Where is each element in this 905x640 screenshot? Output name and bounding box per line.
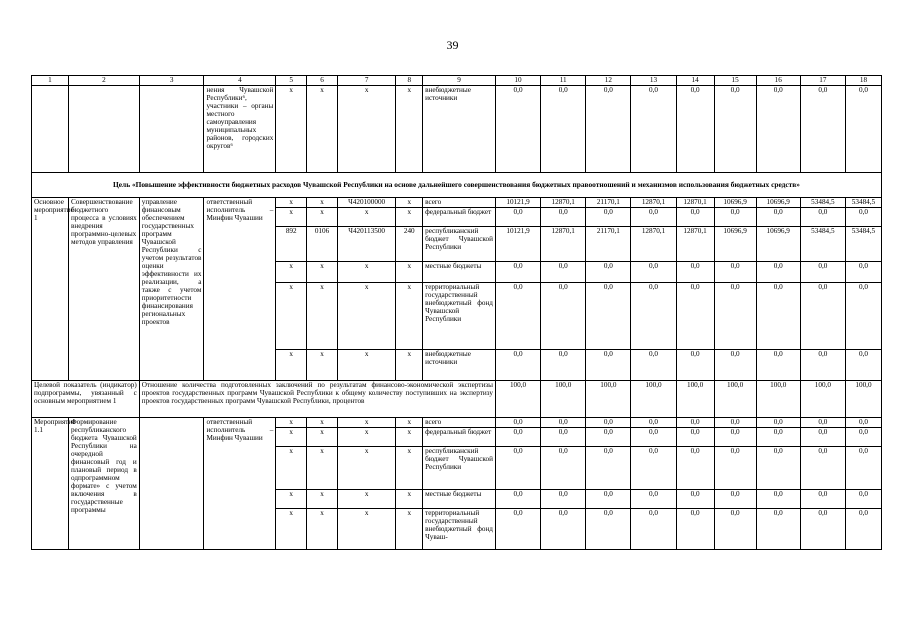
value-cell: 0,0 bbox=[541, 428, 586, 447]
code-cell: x bbox=[396, 262, 423, 283]
indicator-label: Целевой показатель (индикатор) подпрограммы, увязанный с основным мероприятием 1 bbox=[32, 381, 140, 418]
value-cell: 0,0 bbox=[541, 490, 586, 509]
code-cell: x bbox=[276, 208, 307, 227]
event-label: Мероприятие 1.1 bbox=[32, 418, 69, 550]
event-name: Совершенствование бюджетного процесса в условиях внедрения программно-целевых методов управления bbox=[68, 198, 139, 381]
value-cell: 0,0 bbox=[495, 262, 540, 283]
value-cell: 0,0 bbox=[586, 262, 631, 283]
value-cell: 0,0 bbox=[631, 418, 676, 428]
table-row bbox=[32, 418, 882, 428]
value-cell: 100,0 bbox=[800, 381, 845, 418]
value-cell: 0,0 bbox=[631, 350, 676, 381]
value-cell: 0,0 bbox=[756, 208, 800, 227]
value-cell: 0,0 bbox=[714, 262, 756, 283]
event-label: Основное мероприятие 1 bbox=[32, 198, 69, 381]
value-cell: 0,0 bbox=[676, 350, 714, 381]
value-cell: 21170,1 bbox=[586, 227, 631, 262]
value-cell: 0,0 bbox=[541, 262, 586, 283]
value-cell: 0,0 bbox=[676, 428, 714, 447]
value-cell: 10121,9 bbox=[495, 198, 540, 208]
value-cell: 0,0 bbox=[495, 428, 540, 447]
value-cell: 10696,9 bbox=[714, 227, 756, 262]
value-cell: 10121,9 bbox=[495, 227, 540, 262]
value-cell: 0,0 bbox=[495, 418, 540, 428]
value-cell: 0,0 bbox=[800, 490, 845, 509]
column-number: 17 bbox=[800, 76, 845, 86]
value-cell: 0,0 bbox=[541, 283, 586, 350]
code-cell: x bbox=[276, 198, 307, 208]
code-cell: x bbox=[337, 509, 396, 550]
value-cell: 0,0 bbox=[631, 283, 676, 350]
value-cell: 0,0 bbox=[495, 283, 540, 350]
value-cell: 0,0 bbox=[586, 509, 631, 550]
funding-source: федеральный бюджет bbox=[423, 208, 496, 227]
value-cell: 0,0 bbox=[756, 447, 800, 490]
value-cell: 0,0 bbox=[495, 208, 540, 227]
value-cell: 100,0 bbox=[756, 381, 800, 418]
value-cell: 0,0 bbox=[800, 350, 845, 381]
event-executor: ответственный исполнитель – Минфин Чувашии bbox=[204, 418, 276, 550]
code-cell: x bbox=[337, 283, 396, 350]
goal-title: Цель «Повышение эффективности бюджетных расходов Чувашской Республики на основе дальнейшего совершенствования бюджетных правоотношений и механизмов использования бюджетных средств» bbox=[32, 173, 882, 198]
value-cell: 12870,1 bbox=[541, 227, 586, 262]
code-cell: x bbox=[276, 509, 307, 550]
event-task: управление финансовым обеспечением государственных программ Чувашской Республики с учетом результатов оценки эффективности их реализации, а также с учетом приоритетности финансирования региональных проектов bbox=[139, 198, 204, 381]
column-number: 6 bbox=[307, 76, 338, 86]
column-number: 1 bbox=[32, 76, 69, 86]
event-executor: ответственный исполнитель – Минфин Чувашии bbox=[204, 198, 276, 381]
goal-row bbox=[32, 173, 882, 198]
column-number: 11 bbox=[541, 76, 586, 86]
value-cell: 0,0 bbox=[586, 490, 631, 509]
value-cell: 12870,1 bbox=[676, 227, 714, 262]
indicator-text: Отношение количества подготовленных заключений по результатам финансово-экономической экспертизы проектов государственных программ Чувашской Республики к общему количеству поступивших на экспертизу проектов государственных программ Чувашской Республики, процентов bbox=[139, 381, 495, 418]
value-cell: 0,0 bbox=[676, 418, 714, 428]
funding-source: территориальный государственный внебюджетный фонд Чуваш- bbox=[423, 509, 496, 550]
value-cell: 0,0 bbox=[714, 418, 756, 428]
empty-cell bbox=[139, 86, 204, 173]
code-cell: x bbox=[396, 490, 423, 509]
value-cell: 0,0 bbox=[756, 418, 800, 428]
value-cell: 0,0 bbox=[714, 490, 756, 509]
value-cell: 0,0 bbox=[631, 208, 676, 227]
funding-source: внебюджетные источники bbox=[423, 86, 496, 173]
code-cell: x bbox=[276, 283, 307, 350]
column-number: 8 bbox=[396, 76, 423, 86]
code-cell: x bbox=[307, 262, 338, 283]
value-cell: 0,0 bbox=[541, 447, 586, 490]
value-cell: 0,0 bbox=[756, 86, 800, 173]
code-cell: x bbox=[307, 428, 338, 447]
value-cell: 0,0 bbox=[714, 350, 756, 381]
code-cell: x bbox=[276, 418, 307, 428]
funding-source: местные бюджеты bbox=[423, 262, 496, 283]
value-cell: 10696,9 bbox=[714, 198, 756, 208]
value-cell: 0,0 bbox=[714, 509, 756, 550]
value-cell: 0,0 bbox=[541, 208, 586, 227]
empty-cell bbox=[32, 86, 69, 173]
value-cell: 10696,9 bbox=[756, 227, 800, 262]
code-cell: x bbox=[276, 262, 307, 283]
code-cell: x bbox=[396, 418, 423, 428]
value-cell: 0,0 bbox=[845, 208, 881, 227]
value-cell: 100,0 bbox=[586, 381, 631, 418]
value-cell: 0,0 bbox=[800, 283, 845, 350]
value-cell: 0,0 bbox=[756, 262, 800, 283]
value-cell: 0,0 bbox=[800, 208, 845, 227]
value-cell: 100,0 bbox=[541, 381, 586, 418]
participants-cell: нения Чувашской Республики⁶, участники – органы местного самоуправления муниципальных районов, городских округов⁶ bbox=[204, 86, 276, 173]
empty-cell bbox=[139, 418, 204, 550]
value-cell: 12870,1 bbox=[676, 198, 714, 208]
code-cell: x bbox=[307, 283, 338, 350]
value-cell: 53484,5 bbox=[845, 227, 881, 262]
funding-source: всего bbox=[423, 418, 496, 428]
value-cell: 0,0 bbox=[541, 418, 586, 428]
value-cell: 0,0 bbox=[800, 509, 845, 550]
value-cell: 0,0 bbox=[631, 490, 676, 509]
funding-source: местные бюджеты bbox=[423, 490, 496, 509]
value-cell: 0,0 bbox=[800, 86, 845, 173]
value-cell: 0,0 bbox=[631, 447, 676, 490]
value-cell: 0,0 bbox=[756, 283, 800, 350]
code-cell: x bbox=[396, 86, 423, 173]
value-cell: 0,0 bbox=[756, 350, 800, 381]
value-cell: 0,0 bbox=[676, 208, 714, 227]
value-cell: 100,0 bbox=[714, 381, 756, 418]
code-cell: x bbox=[396, 447, 423, 490]
value-cell: 0,0 bbox=[845, 86, 881, 173]
code-cell: 892 bbox=[276, 227, 307, 262]
code-cell: Ч420100000 bbox=[337, 198, 396, 208]
value-cell: 0,0 bbox=[714, 447, 756, 490]
column-number: 9 bbox=[423, 76, 496, 86]
column-number: 12 bbox=[586, 76, 631, 86]
column-number: 15 bbox=[714, 76, 756, 86]
code-cell: x bbox=[276, 350, 307, 381]
value-cell: 0,0 bbox=[586, 447, 631, 490]
table-row bbox=[32, 86, 882, 173]
code-cell: x bbox=[337, 262, 396, 283]
value-cell: 0,0 bbox=[756, 509, 800, 550]
value-cell: 0,0 bbox=[586, 283, 631, 350]
value-cell: 0,0 bbox=[800, 447, 845, 490]
code-cell: x bbox=[337, 428, 396, 447]
value-cell: 0,0 bbox=[541, 86, 586, 173]
value-cell: 0,0 bbox=[541, 350, 586, 381]
code-cell: x bbox=[396, 509, 423, 550]
page-number: 39 bbox=[446, 38, 459, 52]
funding-source: республиканский бюджет Чувашской Республики bbox=[423, 227, 496, 262]
column-number: 7 bbox=[337, 76, 396, 86]
value-cell: 12870,1 bbox=[541, 198, 586, 208]
value-cell: 0,0 bbox=[845, 509, 881, 550]
code-cell: x bbox=[307, 509, 338, 550]
code-cell: Ч420113500 bbox=[337, 227, 396, 262]
code-cell: 240 bbox=[396, 227, 423, 262]
code-cell: 0106 bbox=[307, 227, 338, 262]
value-cell: 53484,5 bbox=[800, 227, 845, 262]
value-cell: 0,0 bbox=[845, 262, 881, 283]
empty-cell bbox=[68, 86, 139, 173]
column-number: 10 bbox=[495, 76, 540, 86]
value-cell: 0,0 bbox=[495, 86, 540, 173]
value-cell: 0,0 bbox=[714, 283, 756, 350]
value-cell: 10696,9 bbox=[756, 198, 800, 208]
value-cell: 0,0 bbox=[676, 447, 714, 490]
value-cell: 53484,5 bbox=[845, 198, 881, 208]
funding-source: федеральный бюджет bbox=[423, 428, 496, 447]
code-cell: x bbox=[337, 447, 396, 490]
value-cell: 0,0 bbox=[631, 428, 676, 447]
value-cell: 0,0 bbox=[714, 428, 756, 447]
value-cell: 0,0 bbox=[495, 447, 540, 490]
value-cell: 100,0 bbox=[676, 381, 714, 418]
value-cell: 0,0 bbox=[495, 490, 540, 509]
column-number: 18 bbox=[845, 76, 881, 86]
column-number: 16 bbox=[756, 76, 800, 86]
value-cell: 0,0 bbox=[676, 509, 714, 550]
value-cell: 0,0 bbox=[586, 86, 631, 173]
table-row bbox=[32, 198, 882, 208]
code-cell: x bbox=[396, 208, 423, 227]
column-number: 13 bbox=[631, 76, 676, 86]
value-cell: 0,0 bbox=[631, 262, 676, 283]
code-cell: x bbox=[307, 490, 338, 509]
code-cell: x bbox=[337, 490, 396, 509]
value-cell: 0,0 bbox=[676, 262, 714, 283]
budget-table bbox=[31, 75, 882, 550]
value-cell: 0,0 bbox=[845, 447, 881, 490]
code-cell: x bbox=[337, 86, 396, 173]
code-cell: x bbox=[337, 418, 396, 428]
value-cell: 21170,1 bbox=[586, 198, 631, 208]
code-cell: x bbox=[396, 350, 423, 381]
value-cell: 0,0 bbox=[676, 490, 714, 509]
value-cell: 0,0 bbox=[676, 86, 714, 173]
value-cell: 0,0 bbox=[586, 208, 631, 227]
value-cell: 100,0 bbox=[631, 381, 676, 418]
value-cell: 53484,5 bbox=[800, 198, 845, 208]
value-cell: 0,0 bbox=[631, 86, 676, 173]
value-cell: 0,0 bbox=[631, 509, 676, 550]
header-row bbox=[32, 76, 882, 86]
value-cell: 0,0 bbox=[800, 262, 845, 283]
funding-source: всего bbox=[423, 198, 496, 208]
code-cell: x bbox=[396, 283, 423, 350]
value-cell: 0,0 bbox=[586, 350, 631, 381]
value-cell: 0,0 bbox=[495, 509, 540, 550]
value-cell: 0,0 bbox=[714, 208, 756, 227]
code-cell: x bbox=[307, 198, 338, 208]
funding-source: территориальный государственный внебюджетный фонд Чувашской Республики bbox=[423, 283, 496, 350]
value-cell: 0,0 bbox=[845, 490, 881, 509]
column-number: 4 bbox=[204, 76, 276, 86]
event-name: Формирование республиканского бюджета Чувашской Республики на очередной финансовый год и плановый период в одпрограммном формате» с учетом включения в государственные программы bbox=[68, 418, 139, 550]
code-cell: x bbox=[337, 208, 396, 227]
value-cell: 0,0 bbox=[586, 418, 631, 428]
column-number: 3 bbox=[139, 76, 204, 86]
value-cell: 0,0 bbox=[676, 283, 714, 350]
value-cell: 0,0 bbox=[800, 418, 845, 428]
code-cell: x bbox=[276, 428, 307, 447]
code-cell: x bbox=[337, 350, 396, 381]
value-cell: 100,0 bbox=[845, 381, 881, 418]
value-cell: 0,0 bbox=[495, 350, 540, 381]
value-cell: 12870,1 bbox=[631, 227, 676, 262]
code-cell: x bbox=[307, 86, 338, 173]
code-cell: x bbox=[396, 198, 423, 208]
code-cell: x bbox=[307, 418, 338, 428]
value-cell: 0,0 bbox=[756, 490, 800, 509]
indicator-row bbox=[32, 381, 882, 418]
code-cell: x bbox=[307, 350, 338, 381]
code-cell: x bbox=[276, 490, 307, 509]
value-cell: 12870,1 bbox=[631, 198, 676, 208]
value-cell: 0,0 bbox=[845, 428, 881, 447]
column-number: 14 bbox=[676, 76, 714, 86]
value-cell: 0,0 bbox=[586, 428, 631, 447]
code-cell: x bbox=[307, 447, 338, 490]
funding-source: внебюджетные источники bbox=[423, 350, 496, 381]
value-cell: 0,0 bbox=[845, 418, 881, 428]
code-cell: x bbox=[396, 428, 423, 447]
value-cell: 0,0 bbox=[800, 428, 845, 447]
value-cell: 0,0 bbox=[714, 86, 756, 173]
value-cell: 0,0 bbox=[845, 350, 881, 381]
column-number: 5 bbox=[276, 76, 307, 86]
value-cell: 0,0 bbox=[756, 428, 800, 447]
code-cell: x bbox=[276, 86, 307, 173]
value-cell: 100,0 bbox=[495, 381, 540, 418]
funding-source: республиканский бюджет Чувашской Республики bbox=[423, 447, 496, 490]
value-cell: 0,0 bbox=[845, 283, 881, 350]
code-cell: x bbox=[276, 447, 307, 490]
column-number: 2 bbox=[68, 76, 139, 86]
code-cell: x bbox=[307, 208, 338, 227]
value-cell: 0,0 bbox=[541, 509, 586, 550]
